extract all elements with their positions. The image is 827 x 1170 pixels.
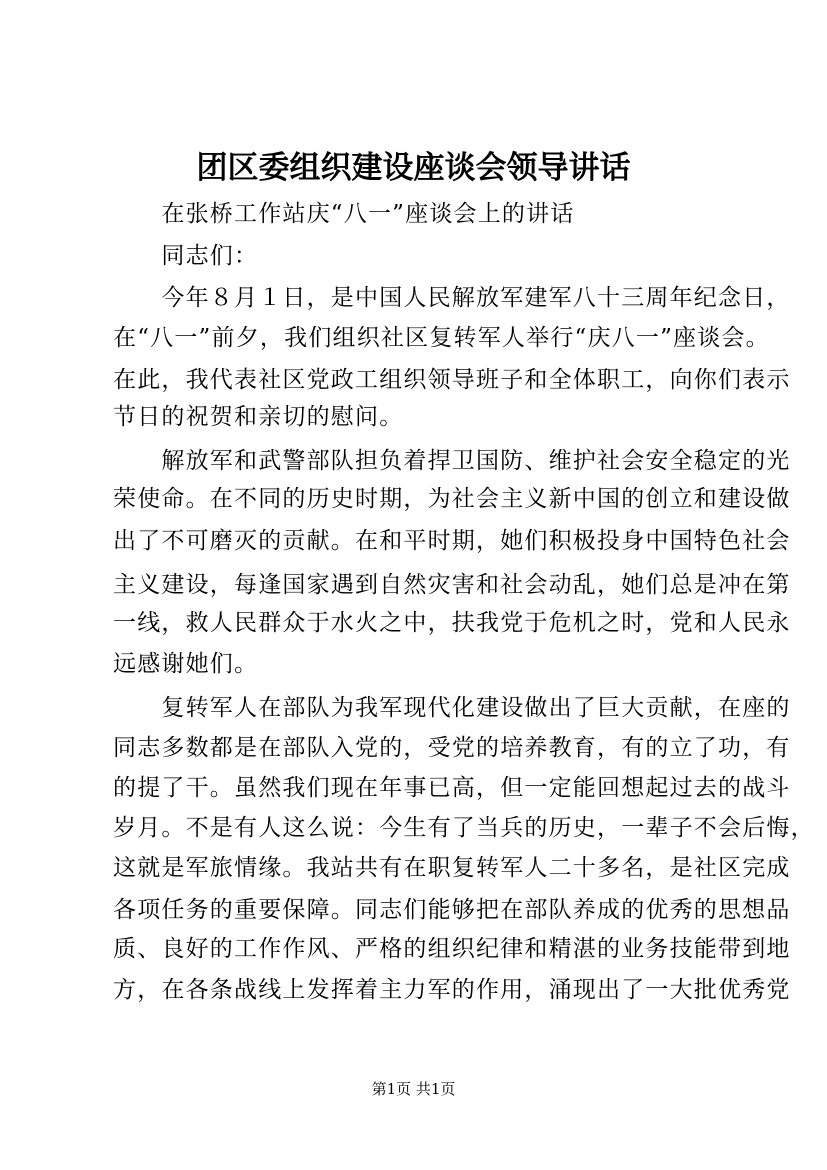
body-line: 在此，我代表社区党政工组织领导班子和全体职工，向你们表示 [113,367,791,393]
body-line: 方，在各条战线上发挥着主力军的作用，涌现出了一大批优秀党 [113,977,791,1003]
body-line: 各项任务的重要保障。同志们能够把在部队养成的优秀的思想品 [113,897,791,923]
salutation-line: 同志们： [113,243,259,269]
body-line: 一线，救人民群众于水火之中，扶我党于危机之时，党和人民永 [113,610,791,636]
body-line: 的提了干。虽然我们现在年事已高，但一定能回想起过去的战斗 [113,775,791,801]
body-line: 解放军和武警部队担负着捍卫国防、维护社会安全稳定的光 [113,448,791,474]
body-line: 主义建设，每逢国家遇到自然灾害和社会动乱，她们总是冲在第 [113,572,791,598]
body-line: 出了不可磨灭的贡献。在和平时期，她们积极投身中国特色社会 [113,528,791,554]
body-line: 荣使命。在不同的历史时期，为社会主义新中国的创立和建设做 [113,486,791,512]
body-line: 质、良好的工作作风、严格的组织纪律和精湛的业务技能带到地 [113,936,791,962]
body-line: 在“八一”前夕，我们组织社区复转军人举行“庆八一”座谈会。 [113,325,770,351]
body-line: 远感谢她们。 [113,651,259,677]
page-number-footer: 第1页 共1页 [371,1080,456,1098]
body-line: 这就是军旅情缘。我站共有在职复转军人二十多名，是社区完成 [113,855,791,881]
body-line: 节日的祝贺和亲切的慰问。 [113,404,404,430]
body-line: 今年８月１日，是中国人民解放军建军八十三周年纪念日， [113,285,791,311]
subtitle-line: 在张桥工作站庆“八一”座谈会上的讲话 [113,201,575,227]
body-line: 复转军人在部队为我军现代化建设做出了巨大贡献，在座的 [113,695,791,721]
document-title: 团区委组织建设座谈会领导讲话 [196,150,631,186]
body-line: 同志多数都是在部队入党的，受党的培养教育，有的立了功，有 [113,735,791,761]
body-line: 岁月。不是有人这么说：今生有了当兵的历史，一辈子不会后悔， [113,815,815,841]
